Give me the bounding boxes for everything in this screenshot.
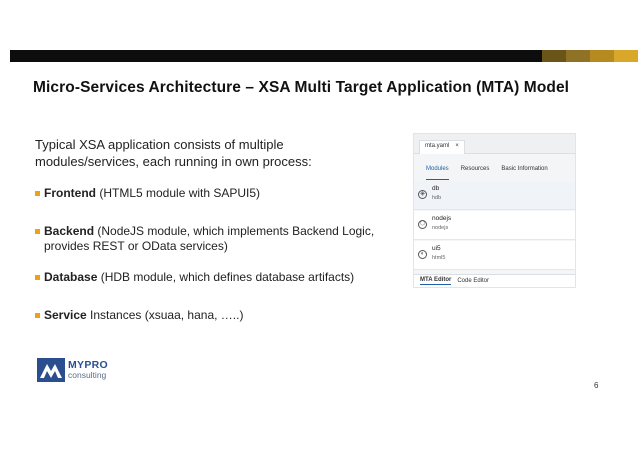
intro-text: Typical XSA application consists of multiple modules/services, each running in own process:: [35, 137, 312, 169]
cube-icon: ◈: [418, 190, 427, 199]
bullet-bold: Frontend: [44, 186, 96, 200]
mta-editor-screenshot: [413, 133, 576, 288]
slide-title: Micro-Services Architecture – XSA Multi Target Application (MTA) Model: [33, 79, 570, 96]
tab-modules[interactable]: Modules: [426, 166, 449, 180]
logo-line1: MYPRO: [68, 359, 109, 371]
tab-resources[interactable]: Resources: [460, 166, 490, 172]
editor-mode-tabs: [414, 274, 575, 287]
module-item-nodejs[interactable]: [414, 211, 575, 240]
editor-tab-strip: [414, 134, 575, 154]
bullet-item-backend: [35, 224, 385, 254]
file-tab-mta-yaml[interactable]: [419, 140, 465, 154]
bullet-text: Instances (xsuaa, hana, …..): [86, 308, 244, 322]
file-tab-label: mta.yaml: [425, 143, 450, 149]
bullet-item-service: [35, 308, 385, 323]
mypro-logo: [37, 358, 121, 382]
header-bar-black: [10, 50, 542, 62]
editor-subtabs: [414, 166, 575, 180]
module-name: db: [432, 185, 440, 192]
tab-basic-information[interactable]: Basic Information: [501, 166, 548, 172]
bullet-marker: [35, 229, 40, 234]
bullet-bold: Backend: [44, 224, 95, 238]
module-item-db[interactable]: [414, 181, 575, 210]
header-bar-segment: [614, 50, 638, 62]
module-name: nodejs: [432, 215, 452, 222]
bullet-marker: [35, 275, 40, 280]
bullet-marker: [35, 313, 40, 318]
node-icon: ⬡: [419, 221, 426, 227]
module-type: html5: [432, 255, 446, 261]
page-number: 6: [594, 381, 599, 390]
header-bar: [10, 50, 638, 62]
bullet-item-frontend: [35, 186, 385, 201]
bullet-text: (HDB module, which defines database artifacts): [97, 270, 355, 284]
bullet-text: (HTML5 module with SAPUI5): [96, 186, 261, 200]
logo-mark-icon: [37, 358, 65, 382]
bullet-text: (NodeJS module, which implements Backend Logic, provides REST or OData services): [44, 224, 375, 253]
bullet-marker: [35, 191, 40, 196]
tab-code-editor[interactable]: Code Editor: [457, 277, 490, 284]
bullet-bold: Service: [44, 308, 87, 322]
module-type: hdb: [432, 195, 442, 201]
bullet-bold: Database: [44, 270, 98, 284]
header-bar-segment: [542, 50, 566, 62]
module-name: ui5: [432, 245, 441, 252]
bullet-item-database: [35, 270, 385, 285]
module-type: nodejs: [432, 225, 449, 231]
header-bar-segment: [590, 50, 614, 62]
tab-mta-editor[interactable]: MTA Editor: [420, 277, 452, 283]
html5-icon: ◐: [418, 250, 427, 259]
module-item-ui5[interactable]: [414, 241, 575, 270]
header-bar-segment: [566, 50, 590, 62]
logo-line2: consulting: [68, 370, 107, 380]
close-icon[interactable]: ×: [455, 143, 459, 149]
logo-text: [68, 360, 108, 380]
